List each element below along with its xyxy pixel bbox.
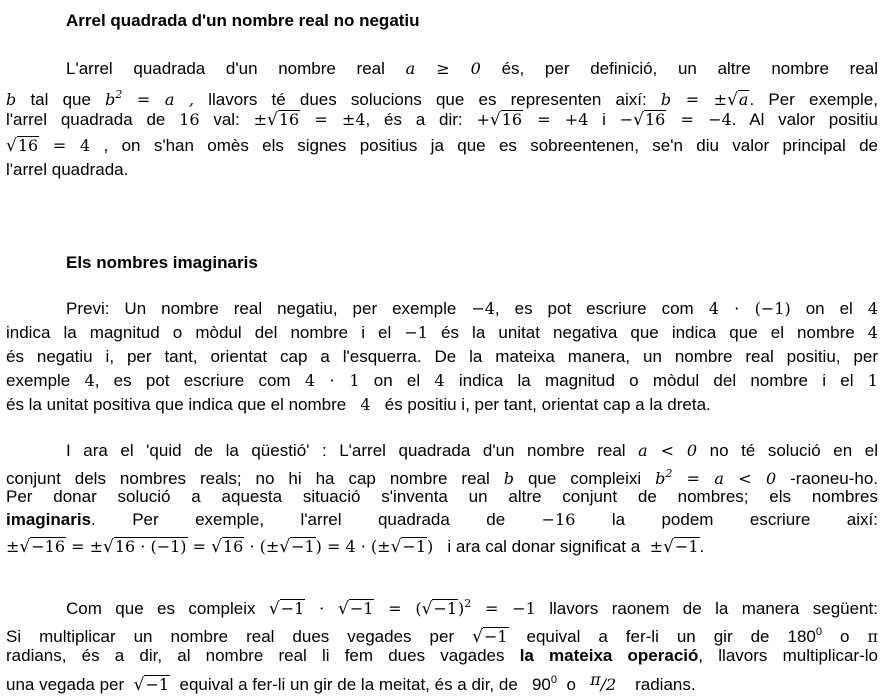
paragraph-line: exemple 4, es pot escriure com 4 · 1 on el 4 indica la magnitud o mòdul del nombre i el 1 [6, 371, 878, 390]
paragraph-line: conjunt dels nombres reals; no hi ha cap nombre real b que compleixi $b^2 = a < 0$ -raoneu-ho. [6, 467, 879, 488]
paragraph-line: indica la magnitud o mòdul del nombre i el −1 és la unitat negativa que indica que el nombre 4 [6, 323, 878, 342]
paragraph-line: Per donar solució a aquesta situació s'inventa un altre conjunt de nombres; els nombres [6, 487, 878, 506]
paragraph-line: b tal que $b^2 = a$ , llavors té dues solucions que es representen així: b = ±√a. Per exemple, [6, 88, 878, 110]
paragraph-line: I ara el 'quid de la qüestió' : L'arrel quadrada d'un nombre real a < 0 no té solució en el [66, 441, 878, 460]
section-title-square-root: Arrel quadrada d'un nombre real no negatiu [66, 11, 420, 30]
paragraph-line: imaginaris. Per exemple, l'arrel quadrada de −16 la podem escriure així: [6, 510, 878, 529]
paragraph-line: √16 = 4 , on s'han omès els signes positius ja que es sobreentenen, se'n diu valor principal de [6, 136, 878, 156]
paragraph-line: Si multiplicar un nombre real dues vegades per √−1 equival a fer-li un gir de $180^0$ o π [6, 626, 878, 647]
paragraph-line: una vegada per √−1 equival a fer-li un gir de la meitat, és a dir, de $90^0$ o π/2 radians. [6, 670, 696, 695]
paragraph-line: radians, és a dir, al nombre real li fem dues vagades la mateixa operació, llavors multiplicar-lo [6, 646, 878, 665]
paragraph-line: ±√−16 = ±√16 · (−1) = √16 · (±√−1) = 4 · (±√−1) i ara cal donar significat a ±√−1. [6, 537, 705, 557]
section-title-imaginary-numbers: Els nombres imaginaris [66, 253, 258, 272]
paragraph-line: l'arrel quadrada de 16 val: ±√16 = ±4, és a dir: +√16 = +4 i −√16 = −4. Al valor positiu [6, 110, 878, 130]
paragraph-line: L'arrel quadrada d'un nombre real a ≥ 0 és, per definició, un altre nombre real [66, 59, 879, 78]
paragraph-line: és la unitat positiva que indica que el nombre 4 és positiu i, per tant, orientat cap a la dreta. [6, 395, 711, 414]
paragraph-line: Previ: Un nombre real negatiu, per exemple −4, es pot escriure com 4 · (−1) on el 4 [66, 299, 878, 318]
paragraph-line: és negatiu i, per tant, orientat cap a l'esquerra. De la mateixa manera, un nombre real positiu, per [6, 347, 878, 366]
paragraph-line: Com que es compleix $√-1 \cdot √-1 = (√-1)^2 = -1$ llavors raonem de la manera següent: [66, 597, 878, 619]
paragraph-line: l'arrel quadrada. [6, 160, 129, 179]
